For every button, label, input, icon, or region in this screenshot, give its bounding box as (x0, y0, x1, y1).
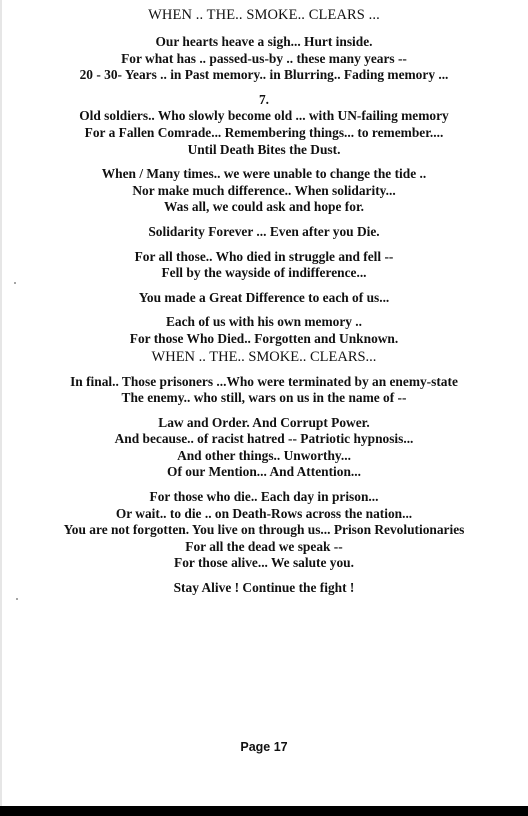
poem-line: For those who die.. Each day in prison... (149, 489, 379, 505)
poem-line: Stay Alive ! Continue the fight ! (173, 580, 355, 596)
poem-line: Our hearts heave a sigh... Hurt inside. (155, 34, 373, 49)
poem-line: In final.. Those prisoners ...Who were terminated by an enemy-state (70, 373, 458, 389)
poem-line: Each of us with his own memory .. (165, 314, 363, 330)
stanza (8, 415, 520, 481)
poem-title: WHEN .. THE.. SMOKE.. CLEARS ... (148, 7, 380, 23)
poem-line: And because.. of racist hatred -- Patriotic hypnosis... (114, 431, 414, 447)
stanza (8, 249, 520, 282)
stanza (8, 374, 520, 407)
stanza (8, 92, 520, 158)
poem-line: For those Who Died.. Forgotten and Unknown. (129, 330, 399, 346)
poem-line: For a Fallen Comrade... Remembering things... to remember.... (84, 124, 444, 140)
poem-line: For all the dead we speak -- (185, 538, 343, 554)
poem-refrain: WHEN .. THE.. SMOKE.. CLEARS... (151, 348, 377, 365)
poem-line: Of our Mention... And Attention... (167, 464, 361, 480)
poem-line: Law and Order. And Corrupt Power. (158, 414, 370, 430)
page-number: Page 17 (240, 740, 288, 754)
stanza (8, 34, 520, 84)
poem-line: You made a Great Difference to each of us... (138, 289, 390, 305)
poem-line: And other things.. Unworthy... (177, 447, 351, 463)
scan-bottom-border (0, 806, 528, 816)
poem-line: For what has .. passed-us-by .. these many years -- (121, 50, 407, 66)
poem-body (8, 34, 520, 605)
poem-line: When / Many times.. we were unable to change the tide .. (101, 166, 427, 182)
poem-line: Until Death Bites the Dust. (187, 141, 341, 157)
stanza (8, 290, 520, 307)
poem-line: Old soldiers.. Who slowly become old ... with UN-failing memory (79, 108, 449, 124)
scan-left-edge (0, 0, 2, 806)
poem-line: The enemy.. who still, wars on us in the name of -- (121, 390, 407, 406)
poem-line: For those alive... We salute you. (174, 555, 354, 571)
poem-line: Or wait.. to die .. on Death-Rows across the nation... (115, 505, 413, 521)
poem-line: Fell by the wayside of indifference... (161, 265, 367, 281)
poem-line: For all those.. Who died in struggle and fell -- (134, 248, 394, 264)
poem-line: You are not forgotten. You live on through us... Prison Revolutionaries (63, 522, 465, 538)
poem-line: Solidarity Forever ... Even after you Die. (148, 223, 380, 239)
poem-line: Was all, we could ask and hope for. (163, 199, 365, 215)
stanza (8, 489, 520, 572)
poem-line: 20 - 30- Years .. in Past memory.. in Blurring.. Fading memory ... (79, 67, 449, 83)
stanza (8, 314, 520, 365)
stanza (8, 224, 520, 241)
stanza (8, 580, 520, 597)
poem-line: 7. (258, 91, 270, 107)
stanza (8, 166, 520, 216)
poem-line: Nor make much difference.. When solidarity... (132, 182, 396, 198)
